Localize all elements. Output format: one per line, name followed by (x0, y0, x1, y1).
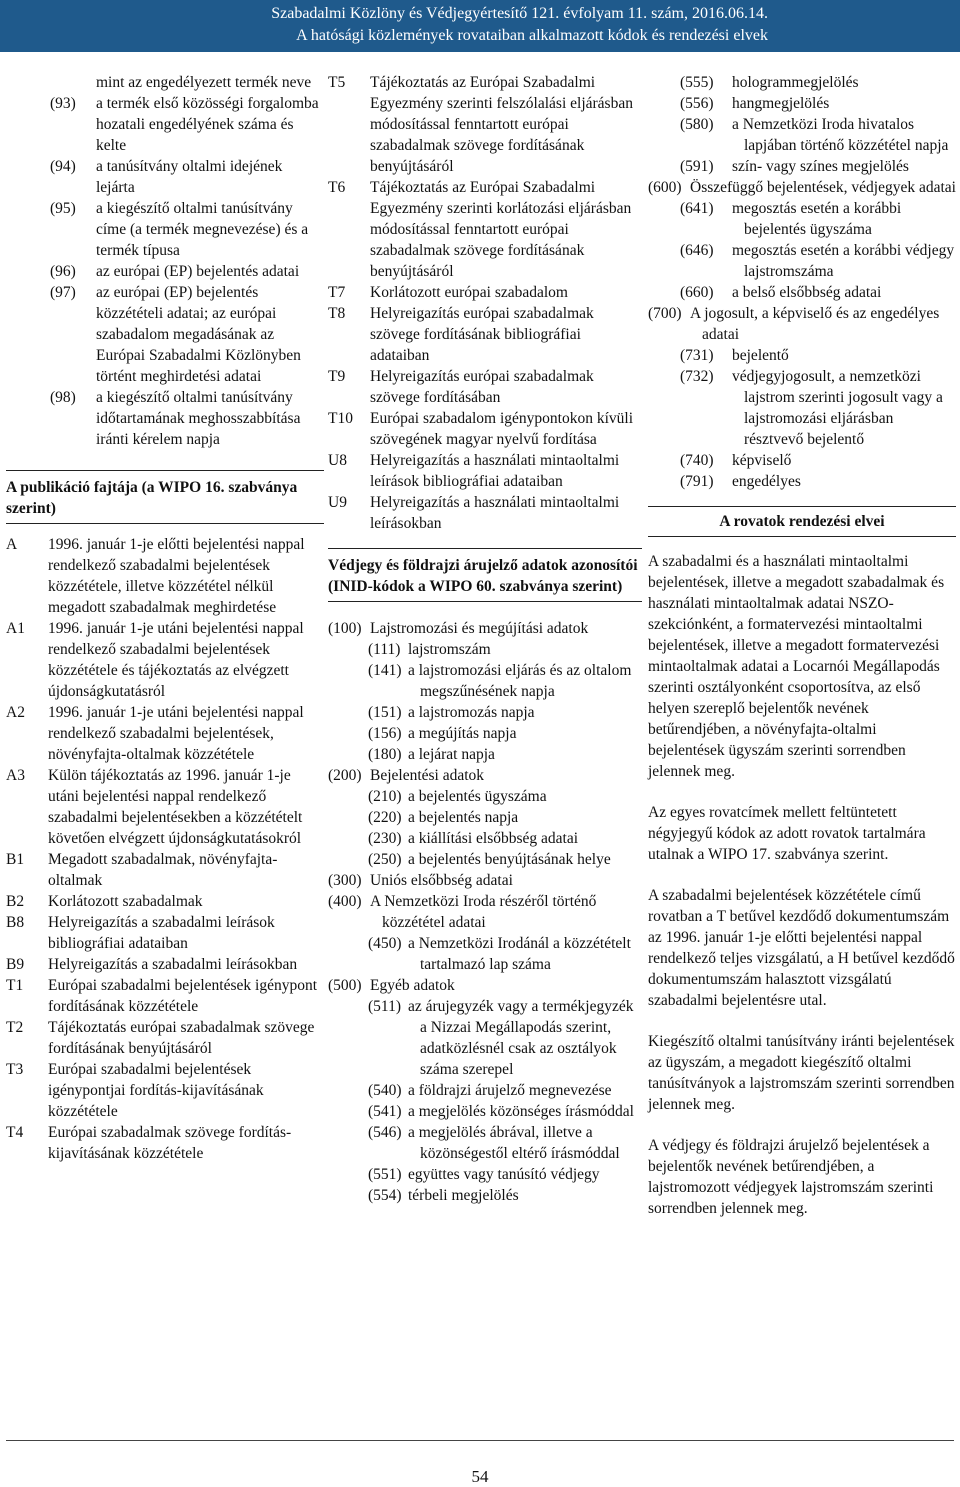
list-item: (731) bejelentő (680, 347, 789, 364)
page-header (0, 0, 960, 52)
section-divider (6, 470, 324, 471)
list-item: (94) a tanúsítvány oltalmi idejének lejárta (50, 158, 283, 196)
section-divider (328, 601, 642, 602)
list-item: U8 Helyreigazítás a használati mintaoltalmi leírások bibliográfiai adataiban (328, 452, 620, 490)
list-item: A 1996. január 1-je előtti bejelentési nappal rendelkező szabadalmi bejelentések közzététele, illetve közzététel nélkül megadott szabadalmak meghirdetése (6, 536, 305, 616)
list-item: (141) a lajstromozási eljárás és az oltalom megszűnésének napja (368, 662, 632, 700)
list-item: T5 Tájékoztatás az Európai Szabadalmi Egyezmény szerinti felszólalási eljárásban módosítással fenntartott európai szabadalmak szövege fordításának benyújtásáról (328, 74, 633, 175)
list-item: T7 Korlátozott európai szabadalom (328, 284, 568, 301)
list-item: B2 Korlátozott szabadalmak (6, 893, 203, 910)
journal-title: Szabadalmi Közlöny és Védjegyértesítő 121. évfolyam 11. szám, 2016.06.14. (271, 5, 768, 22)
ordering-principles-title: A rovatok rendezési elvei (719, 513, 885, 530)
list-item: (641) megosztás esetén a korábbi bejelentés ügyszáma (680, 200, 902, 238)
column-2 (328, 72, 642, 1206)
paragraph: A szabadalmi bejelentések közzététele című rovatban a T betűvel kezdődő dokumentumszám az 1996. január 1-je előtti bejelentési nappal rendelkező teljes vizsgálatú, a H betűvel kezdődő dokumentumszám halasztott vizsgálatú szabadalmi bejelentésre utal. (648, 887, 955, 1009)
list-item: (556) hangmegjelölés (680, 95, 830, 112)
section-title: A hatósági közlemények rovataiban alkalmazott kódok és rendezési elvek (296, 27, 768, 44)
list-item: (95) a kiegészítő oltalmi tanúsítvány címe (a termék megnevezése) és a termék típusa (50, 200, 309, 259)
list-item: B1 Megadott szabadalmak, növényfajta-oltalmak (6, 851, 278, 889)
list-item: (210) a bejelentés ügyszáma (368, 788, 547, 805)
section-divider (648, 506, 956, 507)
list-item: T10 Európai szabadalom igénypontokon kívüli szövegének magyar nyelvű fordítása (328, 410, 634, 448)
paragraph: Kiegészítő oltalmi tanúsítvány iránti bejelentések az ügyszám, a megadott kiegészítő oltalmi tanúsítványok a lajstromszám szerinti sorrendben jelennek meg. (648, 1033, 955, 1113)
list-item: A2 1996. január 1-je utáni bejelentési nappal rendelkező szabadalmi bejelentések, növényfajta-oltalmak közzététele (6, 704, 304, 763)
list-item: (100) Lajstromozási és megújítási adatok (328, 620, 589, 637)
list-item: (220) a bejelentés napja (368, 809, 519, 826)
list-item: (96) az európai (EP) bejelentés adatai (50, 263, 300, 280)
list-item: (400) A Nemzetközi Iroda részéről történő közzététel adatai (328, 893, 597, 931)
list-item: U9 Helyreigazítás a használati mintaoltalmi leírásokban (328, 494, 620, 532)
list-item: T4 Európai szabadalmak szövege fordítás-kijavításának közzététele (6, 1124, 292, 1162)
list-item: (450) a Nemzetközi Irodánál a közzétételt tartalmazó lap száma (368, 935, 631, 973)
publication-type-title: A publikáció fajtája (a WIPO 16. szabványa szerint) (6, 479, 298, 517)
list-item: T8 Helyreigazítás európai szabadalmak szövege fordításának bibliográfiai adataiban (328, 305, 594, 364)
list-item: (200) Bejelentési adatok (328, 767, 485, 784)
column-3 (648, 72, 956, 1219)
list-item: (250) a bejelentés benyújtásának helye (368, 851, 611, 868)
list-item: (732) védjegyjogosult, a nemzetközi lajstrom szerinti jogosult vagy a lajstromozási eljárásban résztvevő bejelentő (680, 368, 943, 448)
list-item: (555) hologrammegjelölés (680, 74, 859, 91)
list-item: (740) képviselő (680, 452, 792, 469)
list-item: B8 Helyreigazítás a szabadalmi leírások bibliográfiai adataiban (6, 914, 275, 952)
list-item: (511) az árujegyzék vagy a termékjegyzék a Nizzai Megállapodás szerint, adatközlésnél csak az osztályok száma szerepel (368, 998, 634, 1078)
list-item: (500) Egyéb adatok (328, 977, 455, 994)
list-item: (111) lajstromszám (368, 641, 491, 658)
list-item: (660) a belső elsőbbség adatai (680, 284, 882, 301)
paragraph: A védjegy és földrajzi árujelző bejelentések a bejelentők nevének betűrendjében, a lajstromozott védjegyek lajstromszám szerinti sorrendben jelennek meg. (648, 1137, 934, 1217)
list-item: (791) engedélyes (680, 473, 801, 490)
section-divider (328, 548, 642, 549)
paragraph: Az egyes rovatcímek mellett feltüntetett négyjegyű kódok az adott rovatok tartalmára utalnak a WIPO 17. szabványa szerint. (648, 804, 926, 863)
footer-divider (6, 1440, 954, 1441)
list-item: A3 Külön tájékoztatás az 1996. január 1-je utáni bejelentési nappal rendelkező szabadalmi bejelentésekben a közzétételt követően elvégzett újdonságkutatásokról (6, 767, 303, 847)
section-divider (648, 536, 956, 537)
list-item: (151) a lajstromozás napja (368, 704, 535, 721)
list-item: (98) a kiegészítő oltalmi tanúsítvány időtartamának meghosszabbítása iránti kérelem napja (50, 389, 301, 448)
column-1 (6, 72, 324, 1164)
list-item: T6 Tájékoztatás az Európai Szabadalmi Egyezmény szerinti korlátozási eljárásban módosítással fenntartott európai szabadalmak szövege fordításának benyújtásáról (328, 179, 632, 280)
list-item: (156) a megújítás napja (368, 725, 517, 742)
continued-text: mint az engedélyezett termék neve (96, 74, 312, 91)
list-item: (551) együttes vagy tanúsító védjegy (368, 1166, 600, 1183)
list-item: T1 Európai szabadalmi bejelentések igénypont fordításának közzététele (6, 977, 318, 1015)
list-item: (591) szín- vagy színes megjelölés (680, 158, 909, 175)
list-item: (93) a termék első közösségi forgalomba hozatali engedélyének száma és kelte (50, 95, 319, 154)
list-item: T2 Tájékoztatás európai szabadalmak szövege fordításának benyújtásáról (6, 1019, 315, 1057)
list-item: (554) térbeli megjelölés (368, 1187, 519, 1204)
list-item: A1 1996. január 1-je utáni bejelentési nappal rendelkező szabadalmi bejelentések közzététele és tájékoztatás az elvégzett újdonságkutatásról (6, 620, 304, 700)
list-item: (180) a lejárat napja (368, 746, 495, 763)
list-item: (546) a megjelölés ábrával, illetve a közönségestől eltérő írásmóddal (368, 1124, 620, 1162)
list-item: (540) a földrajzi árujelző megnevezése (368, 1082, 612, 1099)
list-item: (541) a megjelölés közönséges írásmóddal (368, 1103, 634, 1120)
list-item: (230) a kiállítási elsőbbség adatai (368, 830, 579, 847)
list-item: (580) a Nemzetközi Iroda hivatalos lapjában történő közzététel napja (680, 116, 949, 154)
list-item: (600) Összefüggő bejelentések, védjegyek adatai (648, 179, 956, 196)
paragraph: A szabadalmi és a használati mintaoltalmi bejelentések, illetve a megadott szabadalmak és használati mintaoltalmak adatai NSZO-szekciónként, a formatervezési mintaoltalmi bejelentések, illetve a megadott formatervezési mintaoltalmak adatai a Locarnói Megállapodás szerinti osztályonként csoportosítva, az első helyen szereplő bejelentők nevének betűrendjében, a növényfajta-oltalmi bejelentések ügyszám szerinti sorrendben jelennek meg. (648, 553, 945, 780)
list-item: (646) megosztás esetén a korábbi védjegy lajstromszáma (680, 242, 955, 280)
trademark-inid-title: Védjegy és földrajzi árujelző adatok azonosítói (INID-kódok a WIPO 60. szabványa szerint) (328, 557, 638, 595)
section-divider (6, 523, 324, 524)
page-number: 54 (471, 1467, 489, 1486)
list-item: T3 Európai szabadalmi bejelentések igénypontjai fordítás-kijavításának közzététele (6, 1061, 264, 1120)
list-item: B9 Helyreigazítás a szabadalmi leírásokban (6, 956, 298, 973)
list-item: (300) Uniós elsőbbség adatai (328, 872, 513, 889)
list-item: (97) az európai (EP) bejelentés közzétételi adatai; az európai szabadalom megadásának az Európai Szabadalmi Közlönyben történt meghirdetési adatai (50, 284, 301, 385)
list-item: T9 Helyreigazítás európai szabadalmak szövege fordításában (328, 368, 594, 406)
list-item: (700) A jogosult, a képviselő és az engedélyes adatai (648, 305, 940, 343)
